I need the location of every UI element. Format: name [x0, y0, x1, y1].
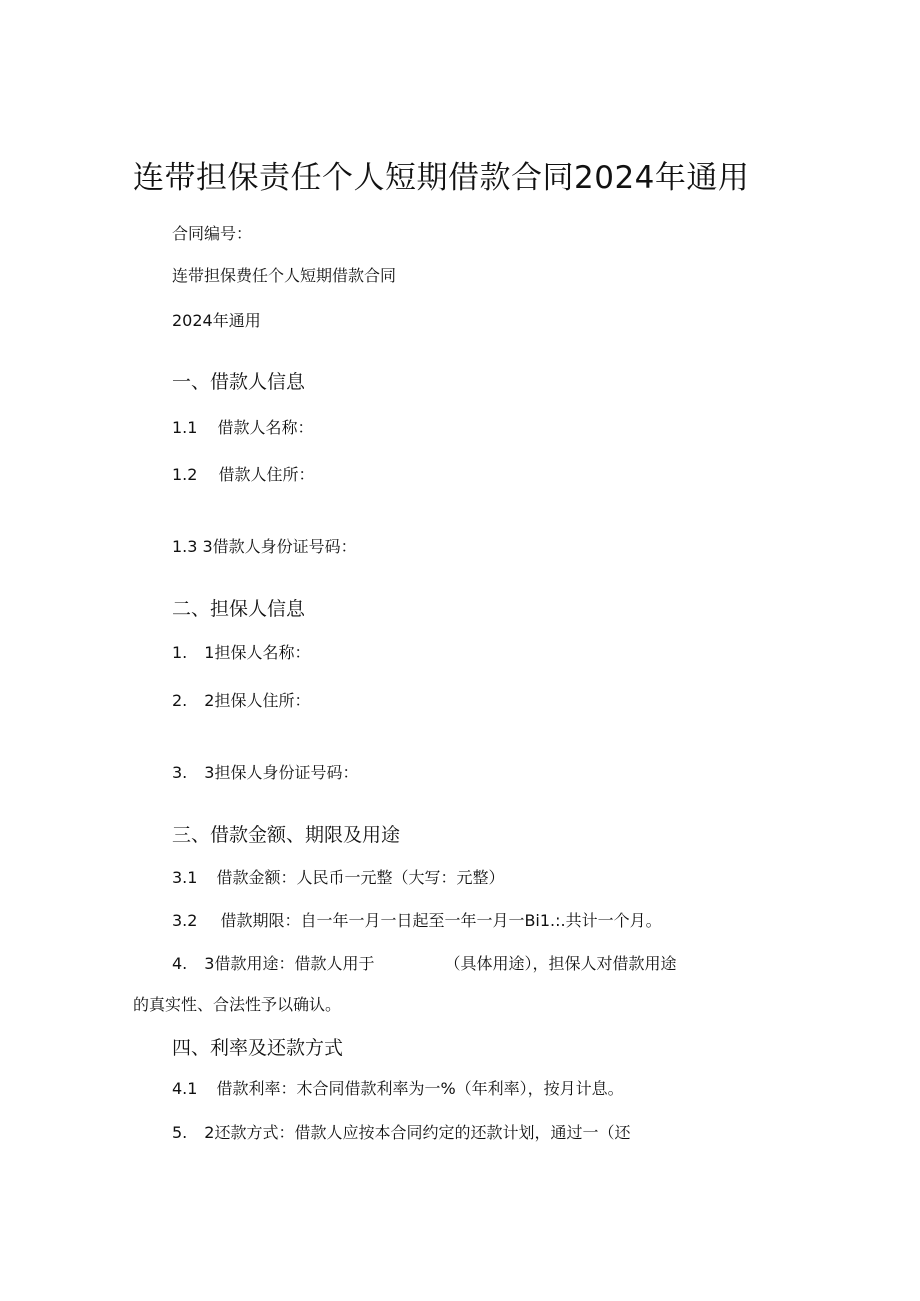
item-text: 3借款用途：借款人用于 [204, 954, 375, 973]
interest-rate-item [172, 1078, 624, 1100]
item-text: 借款金额：人民币一元整（大写：元整） [216, 868, 505, 887]
section-heading-borrower: 一、借款人信息 [172, 371, 306, 393]
item-text: 借款人住所： [218, 465, 315, 484]
loan-amount-item [172, 867, 504, 889]
item-number: 1.2 [172, 465, 198, 484]
item-number: 4.1 [172, 1079, 198, 1098]
repayment-method-item [172, 1122, 630, 1144]
item-number: 4. [172, 954, 188, 973]
loan-term-item [172, 910, 662, 932]
item-number: 1. [172, 643, 188, 662]
guarantor-id-item [172, 762, 358, 784]
item-number: 5. [172, 1123, 188, 1142]
section-heading-loan-terms: 三、借款金额、期限及用途 [172, 824, 401, 846]
item-text: 借款利率：木合同借款利率为一%（年利率），按月计息。 [216, 1079, 624, 1098]
contract-number-label: 合同编号： [172, 224, 253, 243]
section-heading-guarantor: 二、担保人信息 [172, 598, 306, 620]
guarantor-name-item [172, 642, 310, 664]
item-text: 借款期限：自一年一月一日起至一年一月一Bi1.:.共计一个月。 [220, 911, 662, 930]
item-text: 3借款人身份证号码： [202, 537, 357, 556]
document-year: 2024年通用 [172, 311, 261, 330]
item-text: 1担保人名称： [204, 643, 311, 662]
item-number: 1.3 [172, 537, 198, 556]
item-text: （具体用途），担保人对借款用途 [444, 954, 677, 973]
loan-purpose-item [172, 953, 676, 975]
document-subtitle: 连带担保费任个人短期借款合同 [172, 266, 397, 285]
item-number: 3.1 [172, 868, 198, 887]
item-number: 3. [172, 763, 188, 782]
guarantor-address-item [172, 690, 310, 712]
document-title: 连带担保责任个人短期借款合同2024年通用 [133, 160, 750, 196]
borrower-address-item [172, 464, 314, 486]
item-text: 2还款方式：借款人应按本合同约定的还款计划，通过一（还 [204, 1123, 631, 1142]
item-number: 2. [172, 691, 188, 710]
borrower-id-item [172, 536, 357, 558]
item-text: 3担保人身份证号码： [204, 763, 359, 782]
borrower-name-item [172, 417, 313, 439]
section-heading-interest-repayment: 四、利率及还款方式 [172, 1037, 344, 1059]
item-text: 2担保人住所： [204, 691, 311, 710]
loan-purpose-continuation: 的真实性、合法性予以确认。 [133, 995, 342, 1014]
item-number: 1.1 [172, 418, 198, 437]
item-text: 借款人名称： [217, 418, 314, 437]
item-number: 3.2 [172, 911, 198, 930]
